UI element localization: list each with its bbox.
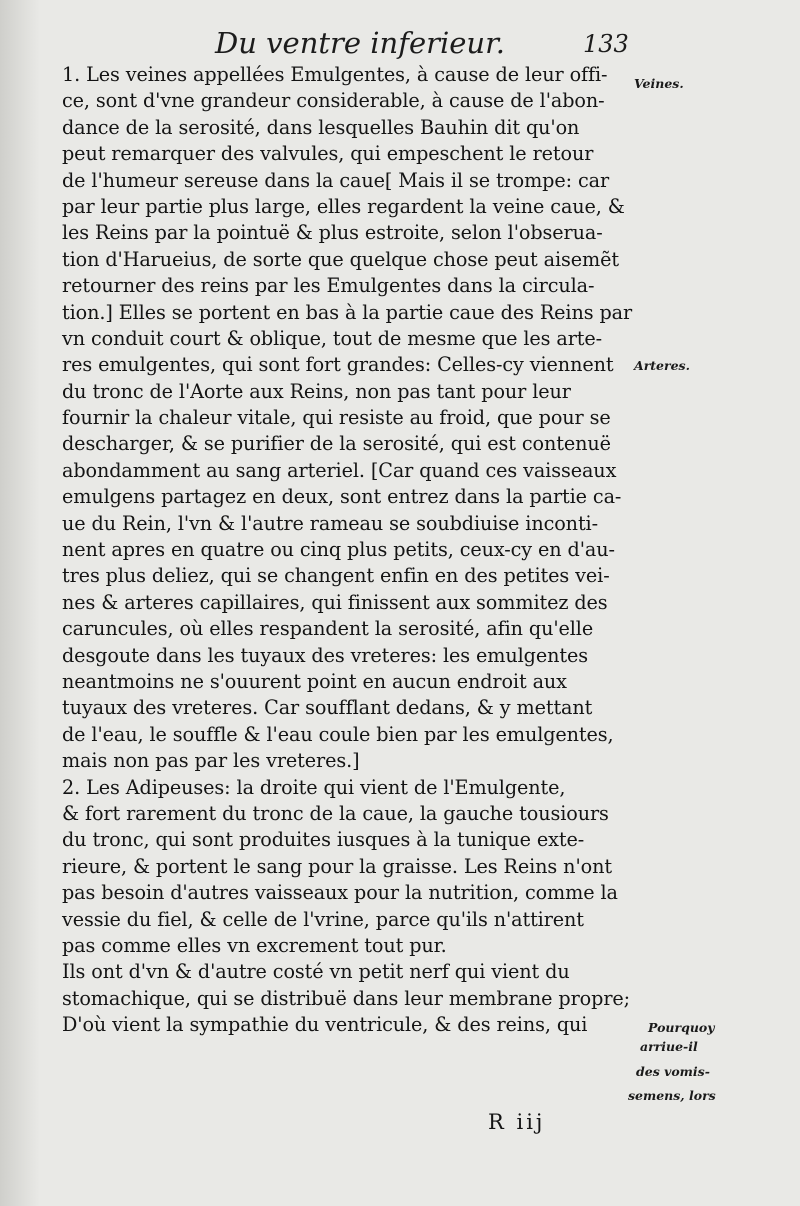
text-line: par leur partie plus large, elles regardent la veine caue, & [62, 194, 625, 218]
text-line: tion.] Elles se portent en bas à la partie caue des Reins par [62, 300, 633, 324]
text-line: desgoute dans les tuyaux des vreteres: les emulgentes [62, 643, 588, 667]
margin-note-veines: Veines. [634, 76, 684, 91]
text-line: pas besoin d'autres vaisseaux pour la nutrition, comme la [62, 881, 618, 905]
margin-note-pourquoy-line-2: arriue-il [640, 1039, 698, 1054]
text-line: D'où vient la sympathie du ventricule, & des reins, qui [62, 1013, 588, 1037]
text-line: du tronc de l'Aorte aux Reins, non pas tant pour leur [62, 379, 571, 403]
text-line: tres plus deliez, qui se changent enfin en des petites vei- [62, 564, 610, 588]
running-title: Du ventre inferieur. [215, 26, 505, 60]
text-line: dance de la serosité, dans lesquelles Bauhin dit qu'on [62, 115, 580, 139]
text-line: nent apres en quatre ou cinq plus petits, ceux-cy en d'au- [62, 538, 615, 562]
text-line: retourner des reins par les Emulgentes dans la circula- [62, 274, 595, 298]
text-line: de l'eau, le souffle & l'eau coule bien par les emulgentes, [62, 722, 614, 746]
body-text [62, 62, 633, 1038]
text-line: pas comme elles vn excrement tout pur. [62, 933, 447, 957]
page-gutter-shadow [0, 0, 40, 1206]
text-line: fournir la chaleur vitale, qui resiste au froid, que pour se [62, 406, 611, 430]
margin-note-pourquoy-line-3: des vomis- [636, 1064, 710, 1079]
margin-note-arteres: Arteres. [634, 358, 690, 373]
margin-note-pourquoy-line-1: Pourquoy [648, 1020, 715, 1035]
text-line: 2. Les Adipeuses: la droite qui vient de l'Emulgente, [62, 775, 566, 799]
text-line: rieure, & portent le sang pour la graisse. Les Reins n'ont [62, 854, 612, 878]
text-line: stomachique, qui se distribuë dans leur membrane propre; [62, 986, 631, 1010]
text-line: descharger, & se purifier de la serosité, qui est contenuë [62, 432, 611, 456]
margin-note-pourquoy-line-4: semens, lors [628, 1088, 716, 1103]
text-line: abondamment au sang arteriel. [Car quand ces vaisseaux [62, 458, 617, 482]
text-line: nes & arteres capillaires, qui finissent aux sommitez des [62, 590, 608, 614]
text-line: Ils ont d'vn & d'autre costé vn petit nerf qui vient du [62, 960, 570, 984]
text-line: 1. Les veines appellées Emulgentes, à cause de leur offi- [62, 63, 608, 86]
text-line: les Reins par la pointuë & plus estroite, selon l'obserua- [62, 221, 603, 245]
signature-mark: R iij [488, 1110, 546, 1134]
text-line: mais non pas par les vreteres.] [62, 749, 360, 773]
text-line: tuyaux des vreteres. Car soufflant dedans, & y mettant [62, 696, 593, 720]
text-line: vessie du fiel, & celle de l'vrine, parce qu'ils n'attirent [62, 907, 584, 931]
text-line: du tronc, qui sont produites iusques à la tunique exte- [62, 828, 585, 852]
text-line: ue du Rein, l'vn & l'autre rameau se soubdiuise inconti- [62, 511, 598, 535]
text-line: ce, sont d'vne grandeur considerable, à cause de l'abon- [62, 89, 605, 113]
text-line: emulgens partagez en deux, sont entrez dans la partie ca- [62, 485, 622, 509]
text-line: tion d'Harueius, de sorte que quelque chose peut aisemẽt [62, 247, 620, 271]
text-line: neantmoins ne s'ouurent point en aucun endroit aux [62, 669, 567, 693]
page-number: 133 [583, 30, 629, 58]
text-line: vn conduit court & oblique, tout de mesme que les arte- [62, 326, 603, 350]
text-line: res emulgentes, qui sont fort grandes: Celles-cy viennent [62, 353, 614, 377]
text-line: & fort rarement du tronc de la caue, la gauche tousiours [62, 801, 609, 825]
page-header [0, 22, 800, 62]
text-line: peut remarquer des valvules, qui empeschent le retour [62, 142, 594, 166]
text-line: de l'humeur sereuse dans la caue[ Mais il se trompe: car [62, 168, 610, 192]
text-line: caruncules, où elles respandent la serosité, afin qu'elle [62, 617, 594, 641]
